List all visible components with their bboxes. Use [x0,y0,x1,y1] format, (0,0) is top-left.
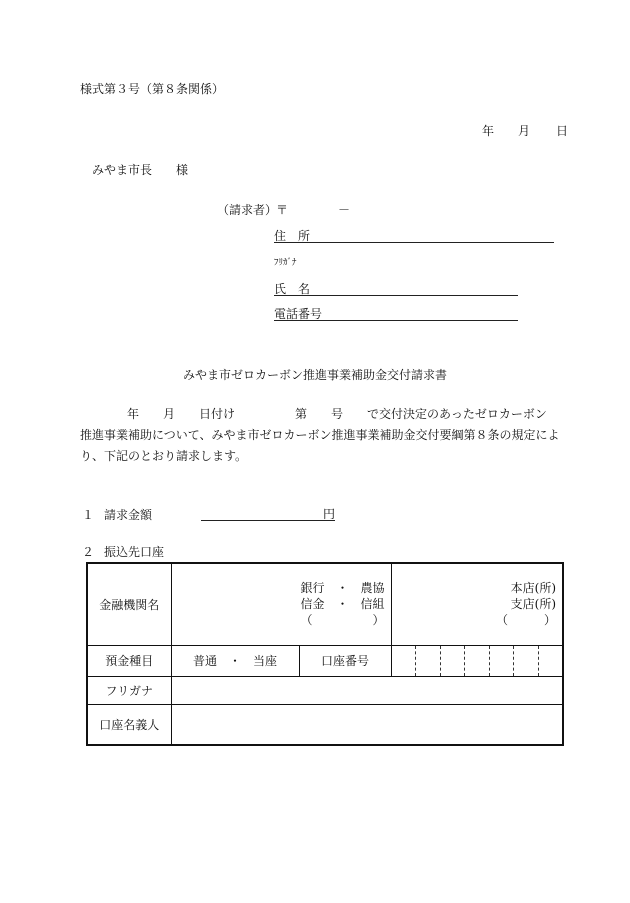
bank-name-field[interactable] [171,563,391,645]
body-line-1: 年 月 日付け 第 号 で交付決定のあったゼロカーボン [127,407,547,421]
digit-box[interactable] [464,646,489,676]
phone-label: 電話番号 [274,307,323,321]
account-holder-label: 口座名義人 [87,704,171,745]
digit-box[interactable] [489,646,514,676]
branch-type-line-2: 支店(所) [510,597,557,612]
account-furigana-field[interactable] [171,676,563,704]
digit-box[interactable] [415,646,440,676]
document-title: みやま市ゼロカーボン推進事業補助金交付請求書 [182,368,447,382]
deposit-type-options[interactable]: 普通 ・ 当座 [171,645,299,676]
item2-number: ２ [82,545,95,559]
digit-box[interactable] [392,646,416,676]
deposit-type-label: 預金種目 [87,645,171,676]
bank-type-line-2: 信金 ・ 信組 [300,597,385,612]
furigana-label: ﾌﾘｶﾞﾅ [274,258,297,268]
account-holder-field[interactable] [171,704,563,745]
form-number: 様式第３号（第８条関係） [80,82,225,96]
date-year-label: 年 [482,124,495,138]
bank-name-row [87,563,563,645]
item1-number: １ [82,508,95,522]
bank-type-line-1: 銀行 ・ 農協 [300,581,385,596]
account-holder-row [87,704,563,745]
branch-name-field[interactable] [391,563,563,645]
requester-label: （請求者） [217,203,278,217]
address-label: 住 所 [274,229,311,243]
name-field[interactable] [274,280,518,296]
bank-account-table [86,562,564,746]
name-label: 氏 名 [274,282,311,296]
amount-field[interactable] [201,505,335,521]
account-number-label: 口座番号 [299,645,391,676]
body-line-2: 推進事業補助について、みやま市ゼロカーボン推進事業補助金交付要綱第８条の規定によ [80,428,560,442]
phone-field[interactable] [274,305,518,321]
deposit-type-row [87,645,563,676]
account-number-field[interactable] [391,645,563,676]
address-field[interactable] [274,227,554,243]
furigana-row [87,676,563,704]
addressee: みやま市長 様 [92,163,189,177]
item2-label: 振込先口座 [104,545,165,559]
bank-name-label: 金融機関名 [87,563,171,645]
body-line-3: り、下記のとおり請求します。 [80,449,248,463]
branch-type-line-3: （ ） [496,613,557,628]
bank-type-line-3: （ ） [300,613,385,628]
date-month-label: 月 [518,124,531,138]
account-number-digit-boxes [392,646,563,676]
amount-unit: 円 [322,507,335,521]
branch-type-line-1: 本店(所) [510,581,557,596]
account-furigana-label: フリガナ [87,676,171,704]
item1-label: 請求金額 [104,508,153,522]
date-day-label: 日 [556,124,569,138]
digit-box[interactable] [440,646,465,676]
digit-box[interactable] [513,646,538,676]
postal-mark: 〒 [276,203,289,217]
digit-box[interactable] [538,646,563,676]
postal-dash: － [338,203,351,217]
